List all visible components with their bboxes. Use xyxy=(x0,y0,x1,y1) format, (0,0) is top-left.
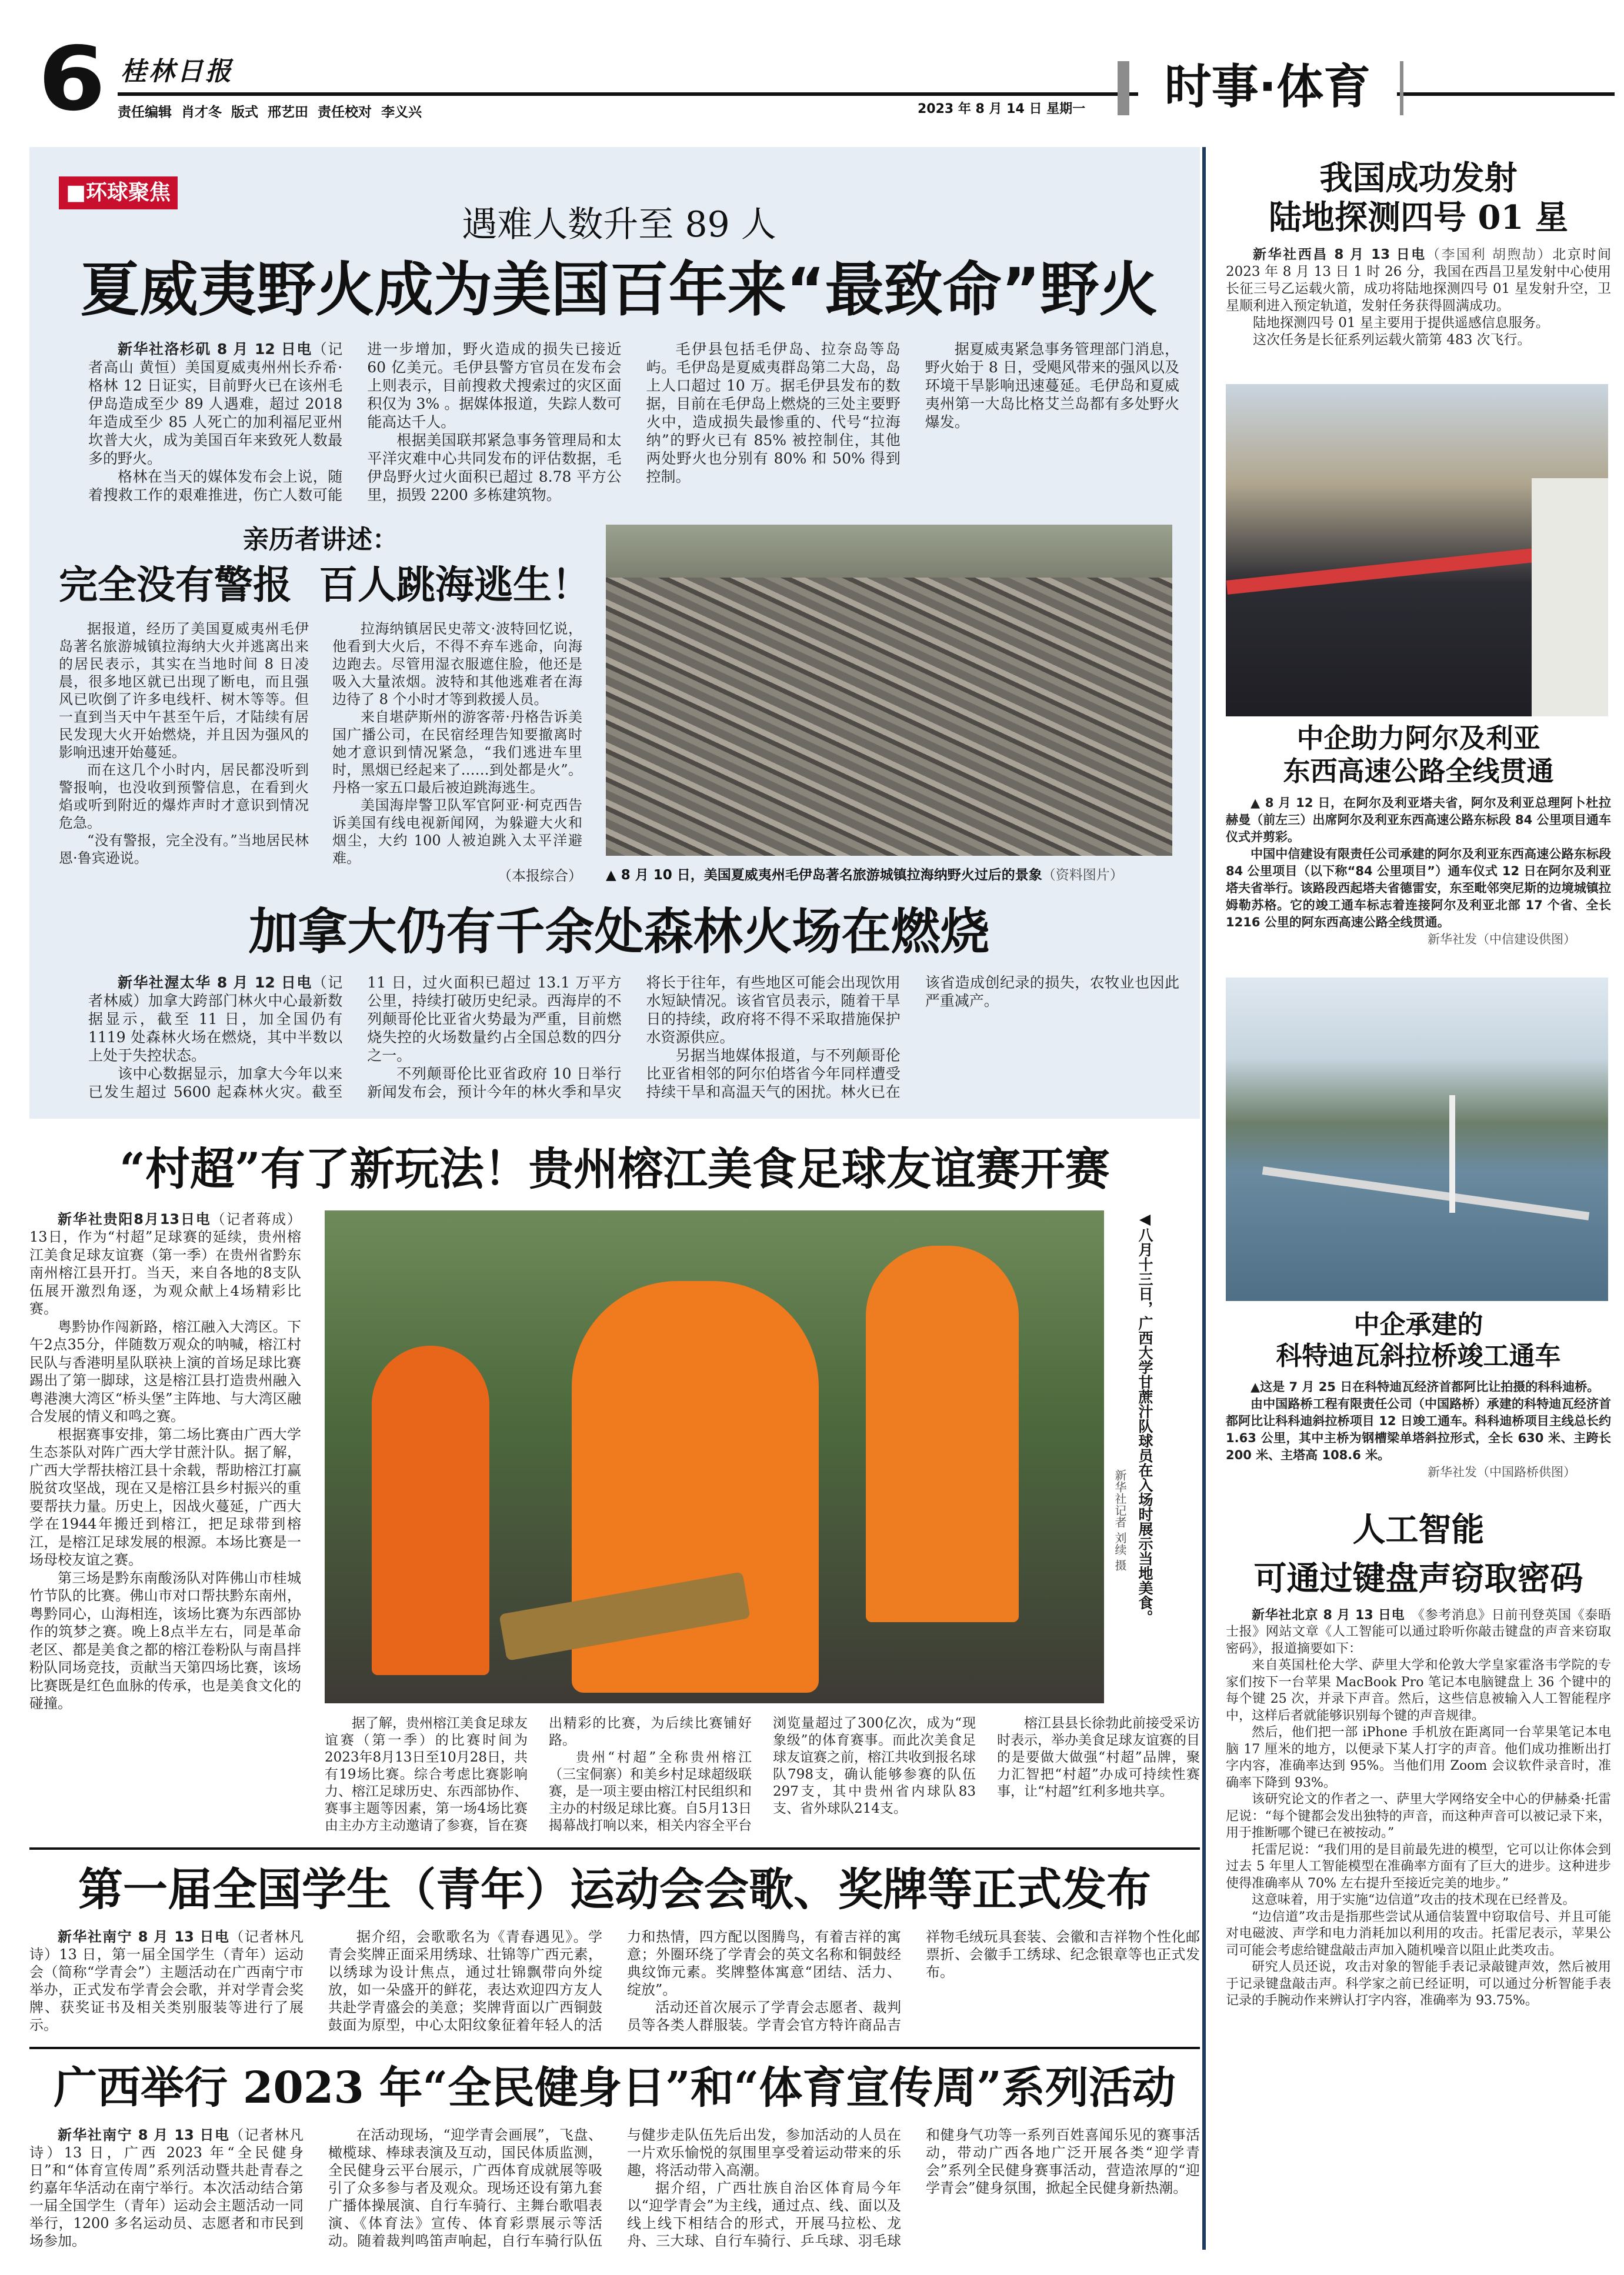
bridge-credit: 新华社发（中国路桥供图） xyxy=(1428,1465,1576,1480)
text-run: 新华社北京 8 月 13 日电 xyxy=(1252,1607,1405,1623)
page-number: 6 xyxy=(38,28,106,131)
paragraph: 另据当地媒体报道，与不列颠哥伦比亚省相邻的阿尔伯塔省今年同样遭受持续干旱和高温天气的困扰。林火已在该省造成创纪录的损失，农牧业也因此严重减产。 xyxy=(646,973,1179,1100)
football-photo-credit: 新华社记者 刘续 摄 xyxy=(1113,1469,1127,1571)
paragraph: 这次任务是长征系列运载火箭第 483 次飞行。 xyxy=(1253,332,1531,348)
paragraph: 第三场是黔东南酸汤队对阵佛山市桂城竹节队的比赛。佛山市对口帮扶黔东南州，粤黔同心，山海相连，该场比赛为东西部协作的筑梦之赛。晚上8点半左右，同是革命老区、都是美食之都的榕江卷粉队与南昌拌粉队同场竞技，贡献当天第四场比赛，该场比赛既是红色血脉的传承，也是美食文化的碰撞。 xyxy=(29,1569,301,1712)
survivor-headline: 完全没有警报 百人跳海逃生！ xyxy=(59,561,591,608)
text-run: 北京时间 2023 年 8 月 13 日 1 时 26 分，我国在西昌卫星发射中心使用长征三号乙运载火箭，成功将陆地探测四号 01 星发射升空，卫星顺利进入预定轨道，发射任务获得圆满成功。 xyxy=(1226,247,1612,314)
paragraph: 据介绍，广西壮族自治区体育局今年以“迎学青会”为主线，通过点、线、面以及线上线下相结合的形式，开展马拉松、龙舟、三大球、自行车骑行、乒乓球、羽毛球和健身气功等一系列百姓喜闻乐见的赛事活动，带动广西各地广泛开展各类“迎学青会”系列全民健身赛事活动，营造浓厚的“迎学青会”健身氛围，掀起全民健身新热潮。 xyxy=(627,2126,1200,2249)
paragraph: 据介绍，会歌歌名为《青春遇见》。学青会奖牌正面采用绣球、壮锦等广西元素，以绣球为设计焦点，通过壮锦飘带向外绽放，如一朵盛开的鲜花，表达欢迎四方友人共赴学青盛会的美意；奖牌背面以广西铜鼓鼓面为原型，中心太阳纹象征着年轻人的活力和热情，四方配以图腾鸟，有着吉祥的寓意；外圈环绕了学青会的英文名称和铜鼓经典纹饰元素。奖牌整体寓意“团结、活力、绽放”。 xyxy=(328,1929,901,2034)
text-run: 新华社南宁 8 月 13 日电 xyxy=(58,2126,230,2143)
wildfire-article xyxy=(59,340,1179,504)
section-marker-bar-right xyxy=(1400,61,1403,115)
ai-story xyxy=(1217,1510,1611,2009)
algeria-credit: 新华社发（中信建设供图） xyxy=(1428,932,1576,946)
staff-credits: 责任编辑 肖才冬 版式 邢艺田 责任校对 李义兴 xyxy=(118,105,422,120)
bridge-article xyxy=(1226,1379,1611,1481)
algeria-story xyxy=(1217,384,1611,948)
text-run: 美国夏威夷州州长乔希·格林 12 日证实，目前野火已在该州毛伊岛造成至少 89 人遇难，超过 2018 年造成至少 85 人死亡的加利福尼亚州坎普大火，成为美国百年来致死人数最多的野火。 xyxy=(88,359,343,467)
cunchao-article-col1 xyxy=(29,1210,301,1713)
text-run: 13日，作为“村超”足球赛的延续，贵州榕江美食足球友谊赛（第一季）在贵州省黔东南州榕江县开打。当天，来自各地的8支队伍展开激烈角逐，为观众献上4场精彩比赛。 xyxy=(29,1229,301,1317)
satellite-article xyxy=(1226,246,1611,349)
paragraph: 而在这几个小时内，居民都没听到警报响，也没收到预警信息，在看到火焰或听到附近的爆炸声时才意识到情况危急。 xyxy=(59,761,309,831)
paragraph: 格林在当天的媒体发布会上说，随着搜救工作的艰难推进，伤亡人数可能进一步增加，野火造成的损失已接近 60 亿美元。毛伊县警方官员在发布会上则表示，目前搜救犬搜索过的灾区面积仅为 3% 。据媒体报道，失踪人数可能高达千人。 xyxy=(88,341,622,503)
paragraph xyxy=(1226,246,1611,315)
paragraph: 该研究论文的作者之一、萨里大学网络安全中心的伊赫桑·托雷尼说：“每个键都会发出独特的声音，而这种声音可以被记录下来，用于推断哪个键已在被按动。” xyxy=(1226,1792,1611,1841)
football-photo-caption: ◀八月十三日，广西大学甘蔗汁队球员在入场时展示当地美食。 xyxy=(1136,1210,1153,1624)
cote-divoire-bridge-photo xyxy=(1226,978,1608,1301)
text-run: ▲ 8 月 10 日，美国夏威夷州毛伊岛著名旅游城镇拉海纳野火过后的景象 xyxy=(606,868,1042,883)
paragraph: 贵州“村超”全称贵州榕江（三宝侗寨）和美乡村足球超级联赛，是一项主要由榕江村民组织和主办的村级足球比赛。自5月13日揭幕战打响以来，相关内容全平台浏览量超过了300亿次，成为“现象级”的体育赛事。而此次美食足球友谊赛之前，榕江共收到报名球队798支，确认能够参赛的队伍297支，其中贵州省内球队83支、省外球队214支。 xyxy=(549,1715,976,1833)
survivor-story xyxy=(59,525,591,885)
paragraph: 美国海岸警卫队军官阿亚·柯克西告诉美国有线电视新闻网，为躲避大火和烟尘，大约 100 人被迫跳入太平洋避难。 xyxy=(332,796,582,866)
text-run: 新华社南宁 8 月 13 日电 xyxy=(58,1929,230,1946)
cunchao-article-bottom xyxy=(325,1715,1200,1834)
ai-headline-2: 可通过键盘声窃取密码 xyxy=(1253,1559,1583,1598)
algeria-article xyxy=(1226,795,1611,948)
subheadline: 遇难人数升至 89 人 xyxy=(462,204,776,245)
paragraph: 榕江县县长徐勃此前接受采访时表示，举办美食足球友谊赛的目的是要做大做强“村超”品牌，聚力汇智把“村超”办成可持续性赛事，让“村超”红利多地共享。 xyxy=(997,1715,1200,1799)
paragraph xyxy=(88,973,342,1065)
text-run: （记者蒋成） xyxy=(211,1210,301,1227)
canada-headline: 加拿大仍有千余处森林火场在燃烧 xyxy=(248,902,990,960)
wildfire-aftermath-photo xyxy=(606,525,1172,856)
paragraph: 由中国路桥工程有限责任公司（中国路桥）承建的科特迪瓦经济首都阿比让科科迪斜拉桥项目 12 日竣工通车。科科迪桥项目主线总长约 1.63 公里，其中主桥为钢槽梁单塔斜拉形式，全长 630 米、主跨长 200 米、主塔高 108.6 米。 xyxy=(1226,1397,1611,1463)
section-rule xyxy=(29,1847,1200,1850)
paragraph: 研究人员还说，攻击对象的智能手表记录敲键声效，然后被用于记录键盘敲击声。科学家之前已经证明，可以通过分析智能手表记录的手腕动作来辨认打字内容，准确率为 93.75%。 xyxy=(1226,1960,1611,2009)
algeria-headline-1: 中企助力阿尔及利亚 xyxy=(1296,722,1540,755)
paragraph: 根据美国联邦紧急事务管理局和太平洋灾难中心共同发布的评估数据，毛伊岛野火过火面积已超过 8.78 平方公里，损毁 2200 多栋建筑物。 xyxy=(367,432,622,503)
paragraph: 这意味着，用于实施“边信道”攻击的技术现在已经普及。 xyxy=(1252,1893,1576,1908)
text-run: 加拿大跨部门林火中心最新数据显示，截至 11 日，加全国仍有 1119 处森林火场在燃烧，其中半数以上处于失控状态。 xyxy=(88,992,343,1064)
main-headline: 夏威夷野火成为美国百年来“最致命”野火 xyxy=(80,255,1158,324)
paragraph: 然后，他们把一部 iPhone 手机放在距离同一台苹果笔记本电脑 17 厘米的地方，以便录下某人打字的声音。他们成功推断出打字内容，准确率达到 95%。当他们用 Zoom 会议软件录音时，准确率下降到 93%。 xyxy=(1226,1725,1611,1790)
youth-games-headline: 第一届全国学生（青年）运动会会歌、奖牌等正式发布 xyxy=(78,1863,1151,1916)
section-rule xyxy=(29,2047,1200,2049)
text-run: 新华社西昌 8 月 13 日电 xyxy=(1253,247,1426,263)
survivor-row xyxy=(59,525,1179,885)
bridge-headline-1: 中企承建的 xyxy=(1353,1309,1483,1340)
paragraph xyxy=(88,340,342,468)
paragraph: “边信道”攻击是指那些尝试从通信装置中窃取信号、并且可能对电磁波、声学和电力消耗加以利用的攻击。托雷尼表示，苹果公司可能会考虑给键盘敲击声加入随机噪音以阻止此类攻击。 xyxy=(1226,1909,1611,1958)
text-run: （李国利 胡煦劼） xyxy=(1426,247,1553,263)
issue-date: 2023 年 8 月 14 日 星期一 xyxy=(918,102,1086,116)
paragraph: 据夏威夷紧急事务管理部门消息，野火始于 8 日，受飓风带来的强风以及环境干旱影响迅速蔓延。毛伊岛和夏威夷州第一大岛比格艾兰岛都有多处野火爆发。 xyxy=(925,341,1179,431)
left-column xyxy=(29,147,1200,2250)
fitness-headline: 广西举行 2023 年“全民健身日”和“体育宣传周”系列活动 xyxy=(54,2063,1176,2114)
cunchao-headline: “村超”有了新玩法！贵州榕江美食足球友谊赛开赛 xyxy=(119,1142,1110,1195)
survivor-article xyxy=(59,620,582,885)
paragraph: ▲ 8 月 12 日，在阿尔及利亚塔夫省，阿尔及利亚总理阿卜杜拉赫曼（前左三）出席阿尔及利亚东西高速公路东标段 84 公里项目通车仪式并剪彩。 xyxy=(1226,795,1611,844)
text-run: （记者林威） xyxy=(88,973,343,1009)
text-run: 新华社渥太华 8 月 12 日电 xyxy=(118,973,312,991)
satellite-story xyxy=(1217,159,1611,349)
food-football-photo xyxy=(325,1210,1104,1703)
page-body xyxy=(29,147,1618,2250)
global-focus-panel xyxy=(29,147,1200,1119)
paragraph: 拉海纳镇居民史蒂文·波特回忆说，他看到大火后，不得不弃车逃命，向海边跑去。尽管用湿衣服遮住脸，他还是吸入大量浓烟。波特和其他逃难者在海边待了 8 个小时才等到救援人员。 xyxy=(332,620,582,708)
paragraph: 中国中信建设有限责任公司承建的阿尔及利亚东西高速公路东标段 84 公里项目（以下称“84 公里项目”）通车仪式 12 日在阿尔及利亚塔夫省举行。该路段西起塔夫省德雷安，东至毗邻突尼斯的边境城镇拉姆勒苏格。它的竣工通车标志着连接阿尔及利亚北部 17 个省、全长 1216 公里的阿东西高速公路全线贯通。 xyxy=(1226,846,1611,929)
paragraph: 该中心数据显示，加拿大今年以来已发生超过 5600 起森林火灾。截至 11 日，过火面积已超过 13.1 万平方公里，持续打破历史纪录。西海岸的不列颠哥伦比亚省火势最为严重，目前燃烧失控的火场数量约占全国总数的四分之一。 xyxy=(88,973,622,1100)
ai-headline-1: 人工智能 xyxy=(1352,1510,1485,1550)
canada-article xyxy=(59,973,1179,1101)
cunchao-photo-block xyxy=(325,1210,1200,1834)
paragraph: 在活动现场，“迎学青会画展”，飞盘、橄榄球、棒球表演及互动，国民体质监测，全民健身云平台展示，广西体育成就展等吸引了众多参与者及观众。现场还设有第九套广播体操展演、自行车骑行、主舞台歌唱表演、《体育法》宣传、体育彩票展示等活动。随着裁判鸣笛声响起，自行车骑行队伍与健步走队伍先后出发，参加活动的人员在一片欢乐愉悦的氛围里享受着运动带来的乐趣，将活动带入高潮。 xyxy=(328,2126,901,2249)
algeria-ribbon-photo xyxy=(1226,384,1608,716)
paragraph: 粤黔协作闯新路，榕江融入大湾区。下午2点35分，伴随数万观众的呐喊，榕江村民队与香港明星队联袂上演的首场足球比赛踢出了第一脚球，这是榕江县打造贵州融入粤港澳大湾区“桥头堡”主阵地、与大湾区融合发展的情义和鸣之赛。 xyxy=(29,1318,301,1425)
right-column xyxy=(1217,147,1611,2250)
paragraph xyxy=(1226,1607,1611,1658)
paragraph: 陆地探测四号 01 星主要用于提供遥感信息服务。 xyxy=(1253,315,1549,331)
paragraph: ▲这是 7 月 25 日在科特迪瓦经济首都阿比让拍摄的科科迪桥。 xyxy=(1250,1380,1600,1395)
survivor-kicker: 亲历者讲述： xyxy=(243,525,398,555)
text-run: 13 日，第一届全国学生（青年）运动会（简称“学青会”）主题活动在广西南宁市举办，正式发布学青会会歌，并对学青会奖牌、获奖证书及相关类别服装等进行了展示。 xyxy=(29,1946,304,2034)
dateline: 新华社洛杉矶 8 月 12 日电 xyxy=(118,341,312,358)
text-run: 新华社贵阳8月13日电 xyxy=(58,1210,211,1227)
paragraph: 来自英国杜伦大学、萨里大学和伦敦大学皇家霍洛韦学院的专家们按下一台苹果 MacBook Pro 笔记本电脑键盘上 36 个键中的每个键 25 次，并录下声音。然后，这些信息被输入人工智能程序中，这样后者就能够识别每个键的声音规律。 xyxy=(1226,1658,1611,1723)
bridge-story xyxy=(1217,978,1611,1482)
fitness-article xyxy=(29,2126,1200,2250)
section-marker-bar xyxy=(1118,61,1129,115)
text-run: 13 日，广西 2023 年“全民健身日”和“体育宣传周”系列活动暨共赴青春之约嘉年华活动在南宁举行。本次活动结合第一届全国学生（青年）运动会主题活动一同举行，1200 多名运动员、志愿者和市民到场参加。 xyxy=(29,2144,304,2249)
paragraph: 托雷尼说：“我们用的是目前最先进的模型，它可以让你体会到过去 5 年里人工智能模型在准确率方面有了巨大的进步。这种进步使得准确率从 70% 左右提升至接近完美的地步。” xyxy=(1226,1842,1611,1891)
paragraph xyxy=(29,1928,304,2034)
section-title: 时事·体育 xyxy=(1138,58,1397,116)
paragraph xyxy=(29,2126,304,2250)
satellite-headline-2: 陆地探测四号 01 星 xyxy=(1269,198,1568,238)
paragraph: 根据赛事安排，第二场比赛由广西大学生态茶队对阵广西大学甘蔗汁队。据了解，广西大学帮扶榕江县十余载，帮助榕江打赢脱贫攻坚战，现在又是榕江县乡村振兴的重要帮扶力量。历史上，因战火蔓延，广西大学在1944年搬迁到榕江，把足球带到榕江，是榕江足球发展的根源。本场比赛是一场母校友谊之赛。 xyxy=(29,1426,301,1569)
bridge-headline-2: 科特迪瓦斜拉桥竣工通车 xyxy=(1276,1340,1561,1371)
text-run: （记者林凡诗） xyxy=(29,1929,304,1963)
text-run: 《参考消息》日前刊登英国《泰晤士报》网站文章《人工智能可以通过聆听你敲击键盘的声音来窃取密码》，报道摘要如下： xyxy=(1226,1607,1611,1656)
paragraph: 据了解，贵州榕江美食足球友谊赛（第一季）的比赛时间为2023年8月13日至10月28日，共有19场比赛。综合考虑比赛影响力、榕江足球历史、东西部协作、赛事主题等因素，第一场4场比赛由主办方主动邀请了参赛，旨在赛出精彩的比赛，为后续比赛铺好路。 xyxy=(325,1715,752,1833)
cunchao-row xyxy=(29,1210,1200,1834)
text-run: （资料图片） xyxy=(1042,868,1123,883)
paragraph: 来自堪萨斯州的游客蒂·丹格告诉美国广播公司，在民宿经理告知要撤离时她才意识到情况紧急，“我们逃进车里时，黑烟已经起来了……到处都是火”。丹格一家五口最后被迫跳海逃生。 xyxy=(332,708,582,796)
paragraph: “没有警报，完全没有。”当地居民林恩·鲁宾逊说。 xyxy=(59,832,309,866)
wildfire-photo-caption xyxy=(606,866,1172,884)
paragraph: （本报综合） xyxy=(498,867,582,884)
paragraph: 活动还首次展示了学青会志愿者、裁判员等各类人群服装。学青会官方特许商品吉祥物毛绒玩具套装、会徽和吉祥物个性化邮票折、会徽手工绣球、纪念银章等也正式发布。 xyxy=(627,1929,1200,2034)
paragraph: 据报道，经历了美国夏威夷州毛伊岛著名旅游城镇拉海纳大火并逃离出来的居民表示，其实在当地时间 8 日凌晨，很多地区就已出现了断电，而且强风已吹倒了许多电线杆、树木等等。但一直到当天中午甚至午后，才陆续有居民发现大火开始燃烧，并且因为强风的影响迅速开始蔓延。 xyxy=(59,620,309,760)
satellite-headline-1: 我国成功发射 xyxy=(1319,159,1518,198)
text-run: （记者林凡诗） xyxy=(29,2126,304,2161)
byline: （记者高山 黄恒） xyxy=(88,341,343,376)
wildfire-photo-block xyxy=(606,525,1172,884)
paragraph: 毛伊县包括毛伊岛、拉奈岛等岛屿。毛伊岛是夏威夷群岛第二大岛，岛上人口超过 10 万。据毛伊县发布的数据，目前在毛伊岛上燃烧的三处主要野火中，造成损失最惨重的、代号“拉海纳”的野火已有 85% 被控制住，其他两处野火也分别有 80% 和 50% 得到控制。 xyxy=(646,341,901,485)
football-photo-row xyxy=(325,1210,1200,1703)
youth-games-article xyxy=(29,1928,1200,2034)
paragraph: 不列颠哥伦比亚省政府 10 日举行新闻发布会，预计今年的林火季和旱灾将长于往年，有些地区可能会出现饮用水短缺情况。该省官员表示，随着干旱日的持续，政府将不得不采取措施保护水资源供应。 xyxy=(367,973,901,1100)
algeria-headline-2: 东西高速公路全线贯通 xyxy=(1283,755,1554,787)
paper-name-logo: 桂林日报 xyxy=(121,56,234,86)
vertical-divider xyxy=(1202,147,1206,2250)
section-tag: ■环球聚焦 xyxy=(59,176,178,209)
paragraph xyxy=(29,1210,301,1318)
ai-article xyxy=(1226,1607,1611,2010)
